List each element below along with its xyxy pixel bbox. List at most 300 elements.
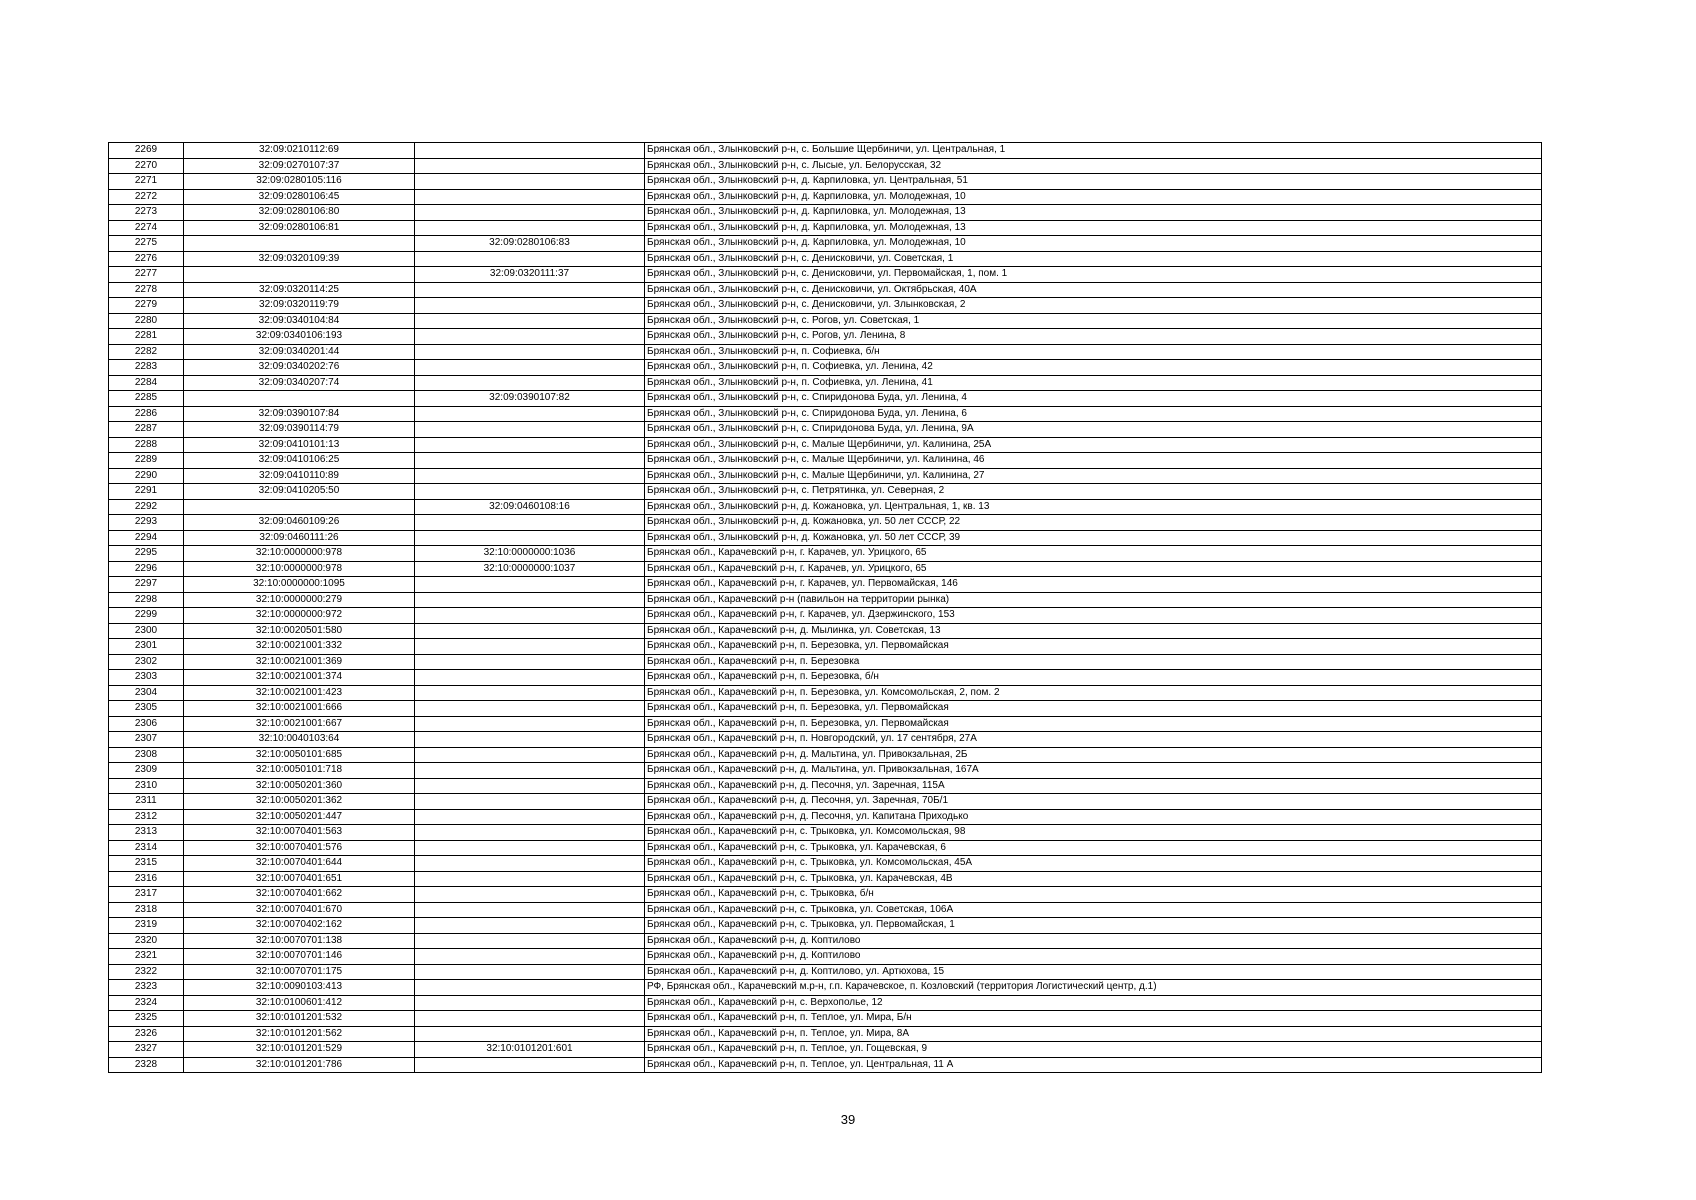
- cadastral-number-cell: 32:09:0390114:79: [184, 422, 415, 438]
- related-cadastral-number-cell: [415, 1011, 645, 1027]
- address-cell: Брянская обл., Карачевский р-н, с. Верхополье, 12: [645, 995, 1542, 1011]
- row-number-cell: 2286: [109, 406, 184, 422]
- row-number-cell: 2293: [109, 515, 184, 531]
- related-cadastral-number-cell: 32:09:0390107:82: [415, 391, 645, 407]
- row-number-cell: 2296: [109, 561, 184, 577]
- address-cell: Брянская обл., Карачевский р-н, с. Трыковка, ул. Карачевская, 4В: [645, 871, 1542, 887]
- cadastral-number-cell: 32:10:0070701:146: [184, 949, 415, 965]
- address-cell: Брянская обл., Злынковский р-н, с. Малые Щербиничи, ул. Калинина, 27: [645, 468, 1542, 484]
- address-cell: Брянская обл., Карачевский р-н, д. Мальтина, ул. Привокзальная, 167А: [645, 763, 1542, 779]
- cadastral-number-cell: 32:09:0340201:44: [184, 344, 415, 360]
- registry-table-body: [109, 143, 1542, 1073]
- related-cadastral-number-cell: [415, 964, 645, 980]
- row-number-cell: 2311: [109, 794, 184, 810]
- related-cadastral-number-cell: [415, 825, 645, 841]
- address-cell: Брянская обл., Карачевский р-н, г. Карачев, ул. Урицкого, 65: [645, 546, 1542, 562]
- table-row: [109, 344, 1542, 360]
- table-row: [109, 484, 1542, 500]
- cadastral-number-cell: 32:09:0280106:45: [184, 189, 415, 205]
- cadastral-number-cell: 32:10:0050201:360: [184, 778, 415, 794]
- table-row: [109, 236, 1542, 252]
- related-cadastral-number-cell: [415, 515, 645, 531]
- table-row: [109, 158, 1542, 174]
- row-number-cell: 2271: [109, 174, 184, 190]
- table-row: [109, 701, 1542, 717]
- row-number-cell: 2323: [109, 980, 184, 996]
- cadastral-number-cell: 32:10:0070701:138: [184, 933, 415, 949]
- row-number-cell: 2313: [109, 825, 184, 841]
- row-number-cell: 2290: [109, 468, 184, 484]
- table-row: [109, 887, 1542, 903]
- address-cell: Брянская обл., Злынковский р-н, с. Петрятинка, ул. Северная, 2: [645, 484, 1542, 500]
- row-number-cell: 2273: [109, 205, 184, 221]
- row-number-cell: 2289: [109, 453, 184, 469]
- row-number-cell: 2306: [109, 716, 184, 732]
- table-row: [109, 918, 1542, 934]
- address-cell: Брянская обл., Злынковский р-н, д. Кожановка, ул. Центральная, 1, кв. 13: [645, 499, 1542, 515]
- row-number-cell: 2297: [109, 577, 184, 593]
- row-number-cell: 2315: [109, 856, 184, 872]
- table-row: [109, 856, 1542, 872]
- related-cadastral-number-cell: [415, 437, 645, 453]
- address-cell: Брянская обл., Карачевский р-н, д. Коптилово: [645, 933, 1542, 949]
- table-row: [109, 515, 1542, 531]
- cadastral-number-cell: 32:09:0320109:39: [184, 251, 415, 267]
- row-number-cell: 2288: [109, 437, 184, 453]
- table-row: [109, 329, 1542, 345]
- cadastral-number-cell: 32:10:0000000:978: [184, 561, 415, 577]
- table-row: [109, 1026, 1542, 1042]
- row-number-cell: 2279: [109, 298, 184, 314]
- address-cell: Брянская обл., Карачевский р-н, с. Трыковка, ул. Комсомольская, 98: [645, 825, 1542, 841]
- related-cadastral-number-cell: [415, 949, 645, 965]
- cadastral-number-cell: 32:10:0040103:64: [184, 732, 415, 748]
- cadastral-number-cell: 32:10:0101201:562: [184, 1026, 415, 1042]
- address-cell: Брянская обл., Карачевский р-н, п. Теплое, ул. Гощевская, 9: [645, 1042, 1542, 1058]
- address-cell: Брянская обл., Карачевский р-н, с. Трыковка, ул. Комсомольская, 45А: [645, 856, 1542, 872]
- address-cell: Брянская обл., Злынковский р-н, п. Софиевка, б/н: [645, 344, 1542, 360]
- address-cell: Брянская обл., Злынковский р-н, с. Спиридонова Буда, ул. Ленина, 9А: [645, 422, 1542, 438]
- table-row: [109, 267, 1542, 283]
- cadastral-number-cell: 32:10:0000000:978: [184, 546, 415, 562]
- related-cadastral-number-cell: [415, 933, 645, 949]
- address-cell: Брянская обл., Злынковский р-н, д. Кожановка, ул. 50 лет СССР, 39: [645, 530, 1542, 546]
- related-cadastral-number-cell: [415, 453, 645, 469]
- address-cell: Брянская обл., Карачевский р-н, д. Песочня, ул. Капитана Приходько: [645, 809, 1542, 825]
- address-cell: Брянская обл., Карачевский р-н, д. Мылинка, ул. Советская, 13: [645, 623, 1542, 639]
- address-cell: Брянская обл., Злынковский р-н, с. Рогов, ул. Советская, 1: [645, 313, 1542, 329]
- row-number-cell: 2298: [109, 592, 184, 608]
- cadastral-number-cell: 32:09:0410205:50: [184, 484, 415, 500]
- related-cadastral-number-cell: [415, 329, 645, 345]
- row-number-cell: 2282: [109, 344, 184, 360]
- related-cadastral-number-cell: 32:09:0280106:83: [415, 236, 645, 252]
- table-row: [109, 546, 1542, 562]
- row-number-cell: 2280: [109, 313, 184, 329]
- table-row: [109, 623, 1542, 639]
- row-number-cell: 2276: [109, 251, 184, 267]
- row-number-cell: 2314: [109, 840, 184, 856]
- table-row: [109, 468, 1542, 484]
- table-row: [109, 577, 1542, 593]
- cadastral-number-cell: 32:09:0280106:81: [184, 220, 415, 236]
- table-row: [109, 298, 1542, 314]
- cadastral-number-cell: 32:10:0000000:279: [184, 592, 415, 608]
- table-row: [109, 375, 1542, 391]
- address-cell: Брянская обл., Карачевский р-н, г. Карачев, ул. Урицкого, 65: [645, 561, 1542, 577]
- address-cell: Брянская обл., Карачевский р-н, п. Березовка, б/н: [645, 670, 1542, 686]
- row-number-cell: 2328: [109, 1057, 184, 1073]
- cadastral-number-cell: 32:10:0050201:362: [184, 794, 415, 810]
- related-cadastral-number-cell: [415, 1057, 645, 1073]
- address-cell: Брянская обл., Карачевский р-н, д. Песочня, ул. Заречная, 70Б/1: [645, 794, 1542, 810]
- cadastral-number-cell: 32:10:0021001:666: [184, 701, 415, 717]
- row-number-cell: 2275: [109, 236, 184, 252]
- table-row: [109, 809, 1542, 825]
- cadastral-number-cell: [184, 499, 415, 515]
- cadastral-number-cell: [184, 236, 415, 252]
- address-cell: Брянская обл., Злынковский р-н, д. Карпиловка, ул. Молодежная, 10: [645, 189, 1542, 205]
- cadastral-number-cell: 32:09:0340202:76: [184, 360, 415, 376]
- table-row: [109, 189, 1542, 205]
- address-cell: Брянская обл., Карачевский р-н, п. Березовка, ул. Первомайская: [645, 716, 1542, 732]
- address-cell: Брянская обл., Карачевский р-н (павильон на территории рынка): [645, 592, 1542, 608]
- table-row: [109, 608, 1542, 624]
- row-number-cell: 2272: [109, 189, 184, 205]
- address-cell: Брянская обл., Карачевский р-н, п. Березовка, ул. Первомайская: [645, 701, 1542, 717]
- row-number-cell: 2301: [109, 639, 184, 655]
- cadastral-number-cell: 32:09:0460111:26: [184, 530, 415, 546]
- related-cadastral-number-cell: [415, 732, 645, 748]
- address-cell: Брянская обл., Карачевский р-н, с. Трыковка, ул. Первомайская, 1: [645, 918, 1542, 934]
- row-number-cell: 2274: [109, 220, 184, 236]
- related-cadastral-number-cell: [415, 592, 645, 608]
- cadastral-number-cell: 32:09:0270107:37: [184, 158, 415, 174]
- cadastral-number-cell: 32:10:0021001:374: [184, 670, 415, 686]
- table-row: [109, 654, 1542, 670]
- related-cadastral-number-cell: 32:10:0000000:1036: [415, 546, 645, 562]
- related-cadastral-number-cell: [415, 639, 645, 655]
- cadastral-number-cell: 32:10:0070402:162: [184, 918, 415, 934]
- address-cell: Брянская обл., Злынковский р-н, д. Кожановка, ул. 50 лет СССР, 22: [645, 515, 1542, 531]
- related-cadastral-number-cell: [415, 220, 645, 236]
- address-cell: Брянская обл., Злынковский р-н, с. Лысые, ул. Белорусская, 32: [645, 158, 1542, 174]
- related-cadastral-number-cell: [415, 344, 645, 360]
- registry-table: [108, 142, 1542, 1073]
- cadastral-number-cell: 32:10:0070401:670: [184, 902, 415, 918]
- address-cell: Брянская обл., Злынковский р-н, д. Карпиловка, ул. Молодежная, 10: [645, 236, 1542, 252]
- table-row: [109, 313, 1542, 329]
- related-cadastral-number-cell: 32:09:0460108:16: [415, 499, 645, 515]
- cadastral-number-cell: 32:10:0070401:576: [184, 840, 415, 856]
- cadastral-number-cell: 32:10:0050101:685: [184, 747, 415, 763]
- cadastral-number-cell: 32:10:0021001:423: [184, 685, 415, 701]
- related-cadastral-number-cell: [415, 530, 645, 546]
- table-row: [109, 453, 1542, 469]
- table-row: [109, 902, 1542, 918]
- table-row: [109, 592, 1542, 608]
- related-cadastral-number-cell: [415, 189, 645, 205]
- table-row: [109, 174, 1542, 190]
- cadastral-number-cell: 32:10:0101201:532: [184, 1011, 415, 1027]
- row-number-cell: 2295: [109, 546, 184, 562]
- row-number-cell: 2285: [109, 391, 184, 407]
- table-row: [109, 437, 1542, 453]
- address-cell: Брянская обл., Карачевский р-н, п. Березовка, ул. Первомайская: [645, 639, 1542, 655]
- related-cadastral-number-cell: [415, 608, 645, 624]
- table-row: [109, 282, 1542, 298]
- table-row: [109, 499, 1542, 515]
- table-row: [109, 964, 1542, 980]
- related-cadastral-number-cell: [415, 685, 645, 701]
- table-row: [109, 422, 1542, 438]
- address-cell: Брянская обл., Злынковский р-н, с. Денисковичи, ул. Злынковская, 2: [645, 298, 1542, 314]
- table-row: [109, 840, 1542, 856]
- row-number-cell: 2291: [109, 484, 184, 500]
- address-cell: Брянская обл., Злынковский р-н, д. Карпиловка, ул. Молодежная, 13: [645, 220, 1542, 236]
- row-number-cell: 2320: [109, 933, 184, 949]
- address-cell: Брянская обл., Карачевский р-н, г. Карачев, ул. Дзержинского, 153: [645, 608, 1542, 624]
- table-row: [109, 949, 1542, 965]
- cadastral-number-cell: 32:10:0000000:1095: [184, 577, 415, 593]
- address-cell: Брянская обл., Злынковский р-н, с. Малые Щербиничи, ул. Калинина, 25А: [645, 437, 1542, 453]
- row-number-cell: 2325: [109, 1011, 184, 1027]
- cadastral-number-cell: 32:09:0340104:84: [184, 313, 415, 329]
- cadastral-number-cell: 32:09:0460109:26: [184, 515, 415, 531]
- row-number-cell: 2269: [109, 143, 184, 159]
- related-cadastral-number-cell: [415, 174, 645, 190]
- related-cadastral-number-cell: [415, 809, 645, 825]
- address-cell: Брянская обл., Карачевский р-н, д. Мальтина, ул. Привокзальная, 2Б: [645, 747, 1542, 763]
- related-cadastral-number-cell: [415, 980, 645, 996]
- address-cell: Брянская обл., Карачевский р-н, г. Карачев, ул. Первомайская, 146: [645, 577, 1542, 593]
- table-row: [109, 871, 1542, 887]
- address-cell: Брянская обл., Злынковский р-н, с. Рогов, ул. Ленина, 8: [645, 329, 1542, 345]
- address-cell: Брянская обл., Злынковский р-н, с. Спиридонова Буда, ул. Ленина, 4: [645, 391, 1542, 407]
- table-row: [109, 933, 1542, 949]
- cadastral-number-cell: 32:09:0410101:13: [184, 437, 415, 453]
- table-row: [109, 220, 1542, 236]
- row-number-cell: 2321: [109, 949, 184, 965]
- table-row: [109, 561, 1542, 577]
- row-number-cell: 2327: [109, 1042, 184, 1058]
- row-number-cell: 2292: [109, 499, 184, 515]
- cadastral-number-cell: 32:10:0021001:369: [184, 654, 415, 670]
- table-row: [109, 143, 1542, 159]
- related-cadastral-number-cell: [415, 902, 645, 918]
- related-cadastral-number-cell: [415, 995, 645, 1011]
- related-cadastral-number-cell: [415, 360, 645, 376]
- table-row: [109, 794, 1542, 810]
- address-cell: Брянская обл., Карачевский р-н, п. Теплое, ул. Мира, 8А: [645, 1026, 1542, 1042]
- related-cadastral-number-cell: [415, 406, 645, 422]
- row-number-cell: 2277: [109, 267, 184, 283]
- related-cadastral-number-cell: [415, 778, 645, 794]
- cadastral-number-cell: 32:10:0101201:529: [184, 1042, 415, 1058]
- address-cell: Брянская обл., Карачевский р-н, д. Коптилово, ул. Артюхова, 15: [645, 964, 1542, 980]
- row-number-cell: 2309: [109, 763, 184, 779]
- table-row: [109, 763, 1542, 779]
- related-cadastral-number-cell: [415, 1026, 645, 1042]
- address-cell: Брянская обл., Карачевский р-н, п. Березовка, ул. Комсомольская, 2, пом. 2: [645, 685, 1542, 701]
- table-row: [109, 995, 1542, 1011]
- row-number-cell: 2318: [109, 902, 184, 918]
- cadastral-number-cell: 32:10:0020501:580: [184, 623, 415, 639]
- address-cell: Брянская обл., Карачевский р-н, с. Трыковка, ул. Карачевская, 6: [645, 840, 1542, 856]
- table-row: [109, 732, 1542, 748]
- related-cadastral-number-cell: [415, 205, 645, 221]
- row-number-cell: 2310: [109, 778, 184, 794]
- related-cadastral-number-cell: [415, 251, 645, 267]
- address-cell: Брянская обл., Карачевский р-н, д. Коптилово: [645, 949, 1542, 965]
- cadastral-number-cell: 32:10:0070401:662: [184, 887, 415, 903]
- related-cadastral-number-cell: 32:10:0101201:601: [415, 1042, 645, 1058]
- cadastral-number-cell: 32:10:0000000:972: [184, 608, 415, 624]
- row-number-cell: 2312: [109, 809, 184, 825]
- related-cadastral-number-cell: [415, 298, 645, 314]
- row-number-cell: 2284: [109, 375, 184, 391]
- row-number-cell: 2270: [109, 158, 184, 174]
- cadastral-number-cell: 32:09:0340207:74: [184, 375, 415, 391]
- table-row: [109, 1011, 1542, 1027]
- cadastral-number-cell: 32:09:0340106:193: [184, 329, 415, 345]
- related-cadastral-number-cell: [415, 747, 645, 763]
- related-cadastral-number-cell: [415, 670, 645, 686]
- cadastral-number-cell: 32:10:0070701:175: [184, 964, 415, 980]
- row-number-cell: 2281: [109, 329, 184, 345]
- row-number-cell: 2294: [109, 530, 184, 546]
- row-number-cell: 2283: [109, 360, 184, 376]
- related-cadastral-number-cell: [415, 375, 645, 391]
- related-cadastral-number-cell: [415, 143, 645, 159]
- address-cell: Брянская обл., Злынковский р-н, с. Денисковичи, ул. Первомайская, 1, пом. 1: [645, 267, 1542, 283]
- cadastral-number-cell: 32:10:0100601:412: [184, 995, 415, 1011]
- related-cadastral-number-cell: [415, 918, 645, 934]
- cadastral-number-cell: 32:09:0410110:89: [184, 468, 415, 484]
- related-cadastral-number-cell: [415, 887, 645, 903]
- address-cell: Брянская обл., Карачевский р-н, п. Теплое, ул. Центральная, 11 А: [645, 1057, 1542, 1073]
- related-cadastral-number-cell: [415, 654, 645, 670]
- row-number-cell: 2307: [109, 732, 184, 748]
- table-row: [109, 980, 1542, 996]
- table-row: [109, 825, 1542, 841]
- related-cadastral-number-cell: [415, 840, 645, 856]
- table-row: [109, 747, 1542, 763]
- related-cadastral-number-cell: [415, 158, 645, 174]
- related-cadastral-number-cell: [415, 701, 645, 717]
- cadastral-number-cell: 32:10:0050201:447: [184, 809, 415, 825]
- address-cell: Брянская обл., Злынковский р-н, с. Малые Щербиничи, ул. Калинина, 46: [645, 453, 1542, 469]
- cadastral-number-cell: 32:10:0021001:667: [184, 716, 415, 732]
- table-row: [109, 685, 1542, 701]
- related-cadastral-number-cell: [415, 282, 645, 298]
- address-cell: Брянская обл., Злынковский р-н, п. Софиевка, ул. Ленина, 42: [645, 360, 1542, 376]
- row-number-cell: 2322: [109, 964, 184, 980]
- related-cadastral-number-cell: 32:09:0320111:37: [415, 267, 645, 283]
- related-cadastral-number-cell: [415, 623, 645, 639]
- row-number-cell: 2299: [109, 608, 184, 624]
- address-cell: Брянская обл., Карачевский р-н, с. Трыковка, ул. Советская, 106А: [645, 902, 1542, 918]
- cadastral-number-cell: 32:09:0210112:69: [184, 143, 415, 159]
- related-cadastral-number-cell: 32:10:0000000:1037: [415, 561, 645, 577]
- related-cadastral-number-cell: [415, 577, 645, 593]
- table-row: [109, 639, 1542, 655]
- address-cell: Брянская обл., Карачевский р-н, п. Теплое, ул. Мира, Б/н: [645, 1011, 1542, 1027]
- table-row: [109, 670, 1542, 686]
- row-number-cell: 2304: [109, 685, 184, 701]
- related-cadastral-number-cell: [415, 484, 645, 500]
- row-number-cell: 2303: [109, 670, 184, 686]
- cadastral-number-cell: 32:10:0070401:651: [184, 871, 415, 887]
- cadastral-number-cell: 32:10:0090103:413: [184, 980, 415, 996]
- row-number-cell: 2300: [109, 623, 184, 639]
- cadastral-number-cell: 32:09:0280106:80: [184, 205, 415, 221]
- cadastral-number-cell: 32:09:0410106:25: [184, 453, 415, 469]
- address-cell: Брянская обл., Карачевский р-н, п. Березовка: [645, 654, 1542, 670]
- table-row: [109, 530, 1542, 546]
- cadastral-number-cell: [184, 391, 415, 407]
- table-row: [109, 778, 1542, 794]
- related-cadastral-number-cell: [415, 422, 645, 438]
- table-row: [109, 251, 1542, 267]
- row-number-cell: 2319: [109, 918, 184, 934]
- cadastral-number-cell: 32:10:0050101:718: [184, 763, 415, 779]
- page-number: 39: [840, 1112, 856, 1127]
- row-number-cell: 2305: [109, 701, 184, 717]
- related-cadastral-number-cell: [415, 763, 645, 779]
- row-number-cell: 2324: [109, 995, 184, 1011]
- address-cell: РФ, Брянская обл., Карачевский м.р-н, г.п. Карачевское, п. Козловский (территория Логистический центр, д.1): [645, 980, 1542, 996]
- address-cell: Брянская обл., Злынковский р-н, с. Денисковичи, ул. Советская, 1: [645, 251, 1542, 267]
- row-number-cell: 2287: [109, 422, 184, 438]
- address-cell: Брянская обл., Злынковский р-н, д. Карпиловка, ул. Центральная, 51: [645, 174, 1542, 190]
- address-cell: Брянская обл., Злынковский р-н, с. Денисковичи, ул. Октябрьская, 40А: [645, 282, 1542, 298]
- table-row: [109, 716, 1542, 732]
- address-cell: Брянская обл., Карачевский р-н, п. Новгородский, ул. 17 сентября, 27А: [645, 732, 1542, 748]
- address-cell: Брянская обл., Злынковский р-н, п. Софиевка, ул. Ленина, 41: [645, 375, 1542, 391]
- related-cadastral-number-cell: [415, 468, 645, 484]
- cadastral-number-cell: 32:09:0390107:84: [184, 406, 415, 422]
- address-cell: Брянская обл., Злынковский р-н, с. Спиридонова Буда, ул. Ленина, 6: [645, 406, 1542, 422]
- table-row: [109, 406, 1542, 422]
- cadastral-number-cell: 32:10:0101201:786: [184, 1057, 415, 1073]
- address-cell: Брянская обл., Карачевский р-н, д. Песочня, ул. Заречная, 115А: [645, 778, 1542, 794]
- table-row: [109, 1057, 1542, 1073]
- row-number-cell: 2302: [109, 654, 184, 670]
- table-row: [109, 205, 1542, 221]
- related-cadastral-number-cell: [415, 794, 645, 810]
- cadastral-number-cell: 32:09:0280105:116: [184, 174, 415, 190]
- cadastral-number-cell: 32:10:0021001:332: [184, 639, 415, 655]
- cadastral-number-cell: 32:10:0070401:563: [184, 825, 415, 841]
- table-row: [109, 1042, 1542, 1058]
- address-cell: Брянская обл., Карачевский р-н, с. Трыковка, б/н: [645, 887, 1542, 903]
- related-cadastral-number-cell: [415, 856, 645, 872]
- address-cell: Брянская обл., Злынковский р-н, с. Большие Щербиничи, ул. Центральная, 1: [645, 143, 1542, 159]
- table-row: [109, 391, 1542, 407]
- related-cadastral-number-cell: [415, 871, 645, 887]
- cadastral-number-cell: 32:09:0320114:25: [184, 282, 415, 298]
- cadastral-number-cell: [184, 267, 415, 283]
- row-number-cell: 2278: [109, 282, 184, 298]
- related-cadastral-number-cell: [415, 716, 645, 732]
- cadastral-number-cell: 32:10:0070401:644: [184, 856, 415, 872]
- row-number-cell: 2317: [109, 887, 184, 903]
- cadastral-number-cell: 32:09:0320119:79: [184, 298, 415, 314]
- row-number-cell: 2326: [109, 1026, 184, 1042]
- address-cell: Брянская обл., Злынковский р-н, д. Карпиловка, ул. Молодежная, 13: [645, 205, 1542, 221]
- related-cadastral-number-cell: [415, 313, 645, 329]
